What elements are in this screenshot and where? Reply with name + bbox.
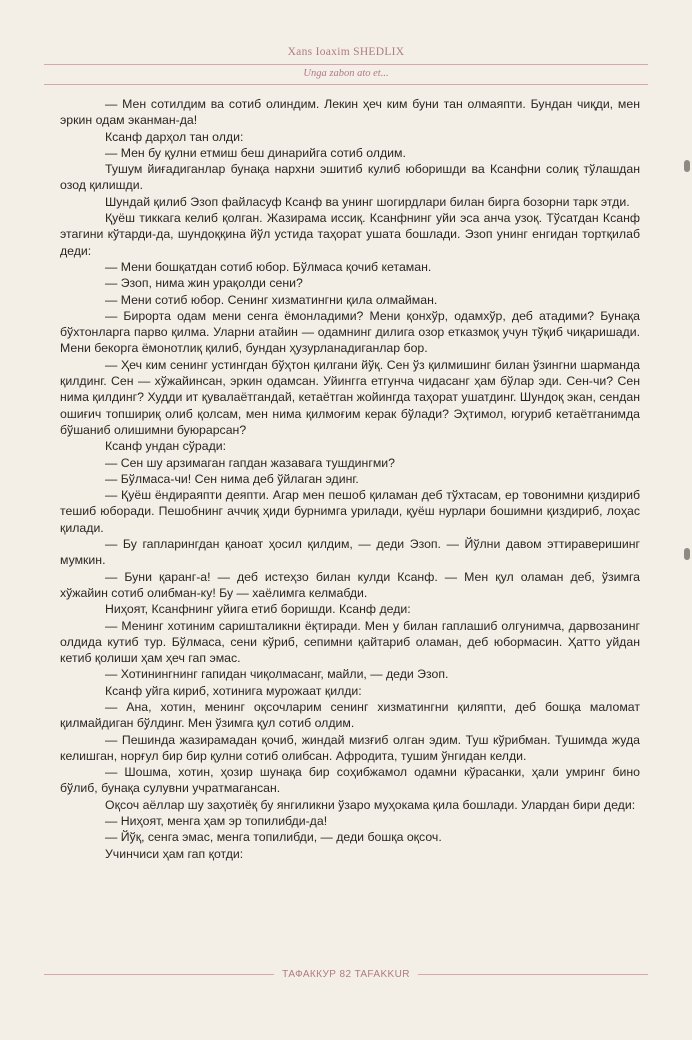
footer-rule-left [44, 974, 274, 975]
running-header-subtitle: Unga zabon ato et... [303, 68, 389, 79]
paragraph: — Қуёш ёндираяпти деяпти. Агар мен пешоб қиламан деб тўхтасам, ер товонимни қиздириб тешиб юборади. Пешобнинг аччиқ ҳиди бурнимга урилади, қуёш нурлари бошимни қиздириб, лоҳас қилади. [60, 488, 640, 535]
paragraph: — Буни қаранг-а! — деб истеҳзо билан кулди Ксанф. — Мен қул оламан деб, ўзимга хўжайин сотиб олибман-ку! Бу — хаёлимга келмабди. [60, 569, 640, 600]
paragraph: — Ҳеч ким сенинг устингдан бўҳтон қилгани йўқ. Сен ўз қилмишинг билан ўзингни шарманда қилдинг. Сен — хўжайинсан, эркин одамсан. Уйингга етгунча чидасанг ҳам бўлар эди. Сен-чи? Сен нима қилдинг? Худди ит қувалаётгандай, кетаётган жойингда таҳорат ушатдинг. Шундоқ экан, сендан ошиғич топшириқ олиб қолсам, мен нима қилмоғим керак бўлади? Эҳтимол, югуриб кетаётганимда бўшаниб олишимни буюрарсан? [60, 357, 640, 437]
paragraph: — Бу гапларингдан қаноат ҳосил қилдим, — деди Эзоп. — Йўлни давом эттираверишинг мумкин. [60, 537, 640, 568]
footer-rule-right [418, 974, 648, 975]
paragraph: — Мен бу қулни етмиш беш динарийга сотиб олдим. [105, 145, 406, 160]
paragraph: Тушум йиғадиганлар бунақа нархни эшитиб кулиб юборишди ва Ксанфни солиқ тўлашдан озод қилишди. [60, 162, 640, 193]
footer-page-label: ТАФАККУР 82 TAFAKKUR [282, 968, 410, 980]
header-rule [44, 64, 648, 65]
body-text [60, 96, 640, 862]
paragraph: Шундай қилиб Эзоп файласуф Ксанф ва унинг шогирдлари билан бирга бозорни тарк этди. [105, 194, 630, 209]
paragraph: — Йўқ, сенга эмас, менга топилибди, — деди бошқа оқсоч. [105, 830, 442, 845]
punch-hole-mark [684, 160, 690, 172]
paragraph: — Ана, хотин, менинг оқсочларим сенинг хизматингни қиляпти, деб бошқа маломат қилмайдиган бўлдинг. Мен ўзимга қул сотиб олдим. [60, 699, 640, 731]
paragraph: — Мени бошқатдан сотиб юбор. Бўлмаса қочиб кетаман. [105, 259, 432, 274]
paragraph: — Бирорта одам мени сенга ёмонладими? Мени қонхўр, одамхўр, деб атадими? Бунақа бўхтонларга парво қилма. Уларни атайин — одамнинг дилига озор етказмоқ учун тўқиб чиқаришади. Мени бекорга ёмонотлиқ қилиб, бундан ҳузурланадиганлар бор. [60, 308, 640, 356]
paragraph: — Сен шу арзимаган гапдан жазавага тушдингми? [105, 455, 395, 470]
paragraph: Ксанф уйга кириб, хотинига мурожаат қилди: [105, 683, 362, 698]
paragraph: — Бўлмаса-чи! Сен нима деб ўйлаган эдинг. [105, 471, 359, 486]
paragraph: Оқсоч аёллар шу заҳотиёқ бу янгиликни ўзаро муҳокама қила бошлади. Улардан бири деди: [105, 797, 636, 812]
paragraph: — Эзоп, нима жин урақолди сени? [105, 276, 303, 291]
paragraph: Қуёш тиккага келиб қолган. Жазирама иссиқ. Ксанфнинг уйи эса анча узоқ. Тўсатдан Ксанф этагини кўтарди-да, шундоққина йўл устида таҳорат ушата бошлади. Эзоп унинг енгидан тортқилаб деди: [60, 211, 640, 258]
paragraph: Учинчиси ҳам гап қотди: [105, 846, 244, 861]
paragraph: — Менинг хотиним саришталикни ёқтиради. Мен у билан гаплашиб олгунимча, дарвозанинг олдида кутиб тур. Бўлмаса, сени кўриб, сепимни қайтариб оламан, деб юбормасин. Ҳатто уйдан кетиб қолиши ҳам ҳеч гап эмас. [60, 618, 640, 666]
paragraph: — Пешинда жазирамадан қочиб, жиндай мизғиб олган эдим. Туш кўрибман. Тушимда жуда келишган, норғул бир бир қулни сотиб олибсан. Афродита, тушим ўнгидан келди. [60, 732, 640, 763]
running-header-author: Xans Ioaxim SHEDLIX [287, 46, 405, 58]
paragraph: Ксанф дарҳол тан олди: [105, 129, 244, 144]
paragraph: Ксанф ундан сўради: [105, 439, 227, 454]
punch-hole-mark [684, 548, 690, 560]
subheader-rule [44, 84, 648, 85]
paragraph: Ниҳоят, Ксанфнинг уйига етиб боришди. Ксанф деди: [105, 602, 411, 617]
paragraph: — Хотинингнинг гапидан чиқолмасанг, майли, — деди Эзоп. [105, 667, 449, 682]
paragraph: — Шошма, хотин, ҳозир шунақа бир соҳибжамол одамни кўрасанки, ҳали умринг бино бўлиб, бунақа сулувни учратмагансан. [60, 765, 640, 796]
page-footer [44, 966, 648, 982]
paragraph: — Ниҳоят, менга ҳам эр топилибди-да! [105, 814, 328, 829]
paragraph: — Мени сотиб юбор. Сенинг хизматингни қила олмайман. [105, 292, 438, 307]
paragraph: — Мен сотилдим ва сотиб олиндим. Лекин ҳеч ким буни тан олмаяпти. Бундан чиқди, мен эркин одам эканман-да! [60, 97, 640, 128]
